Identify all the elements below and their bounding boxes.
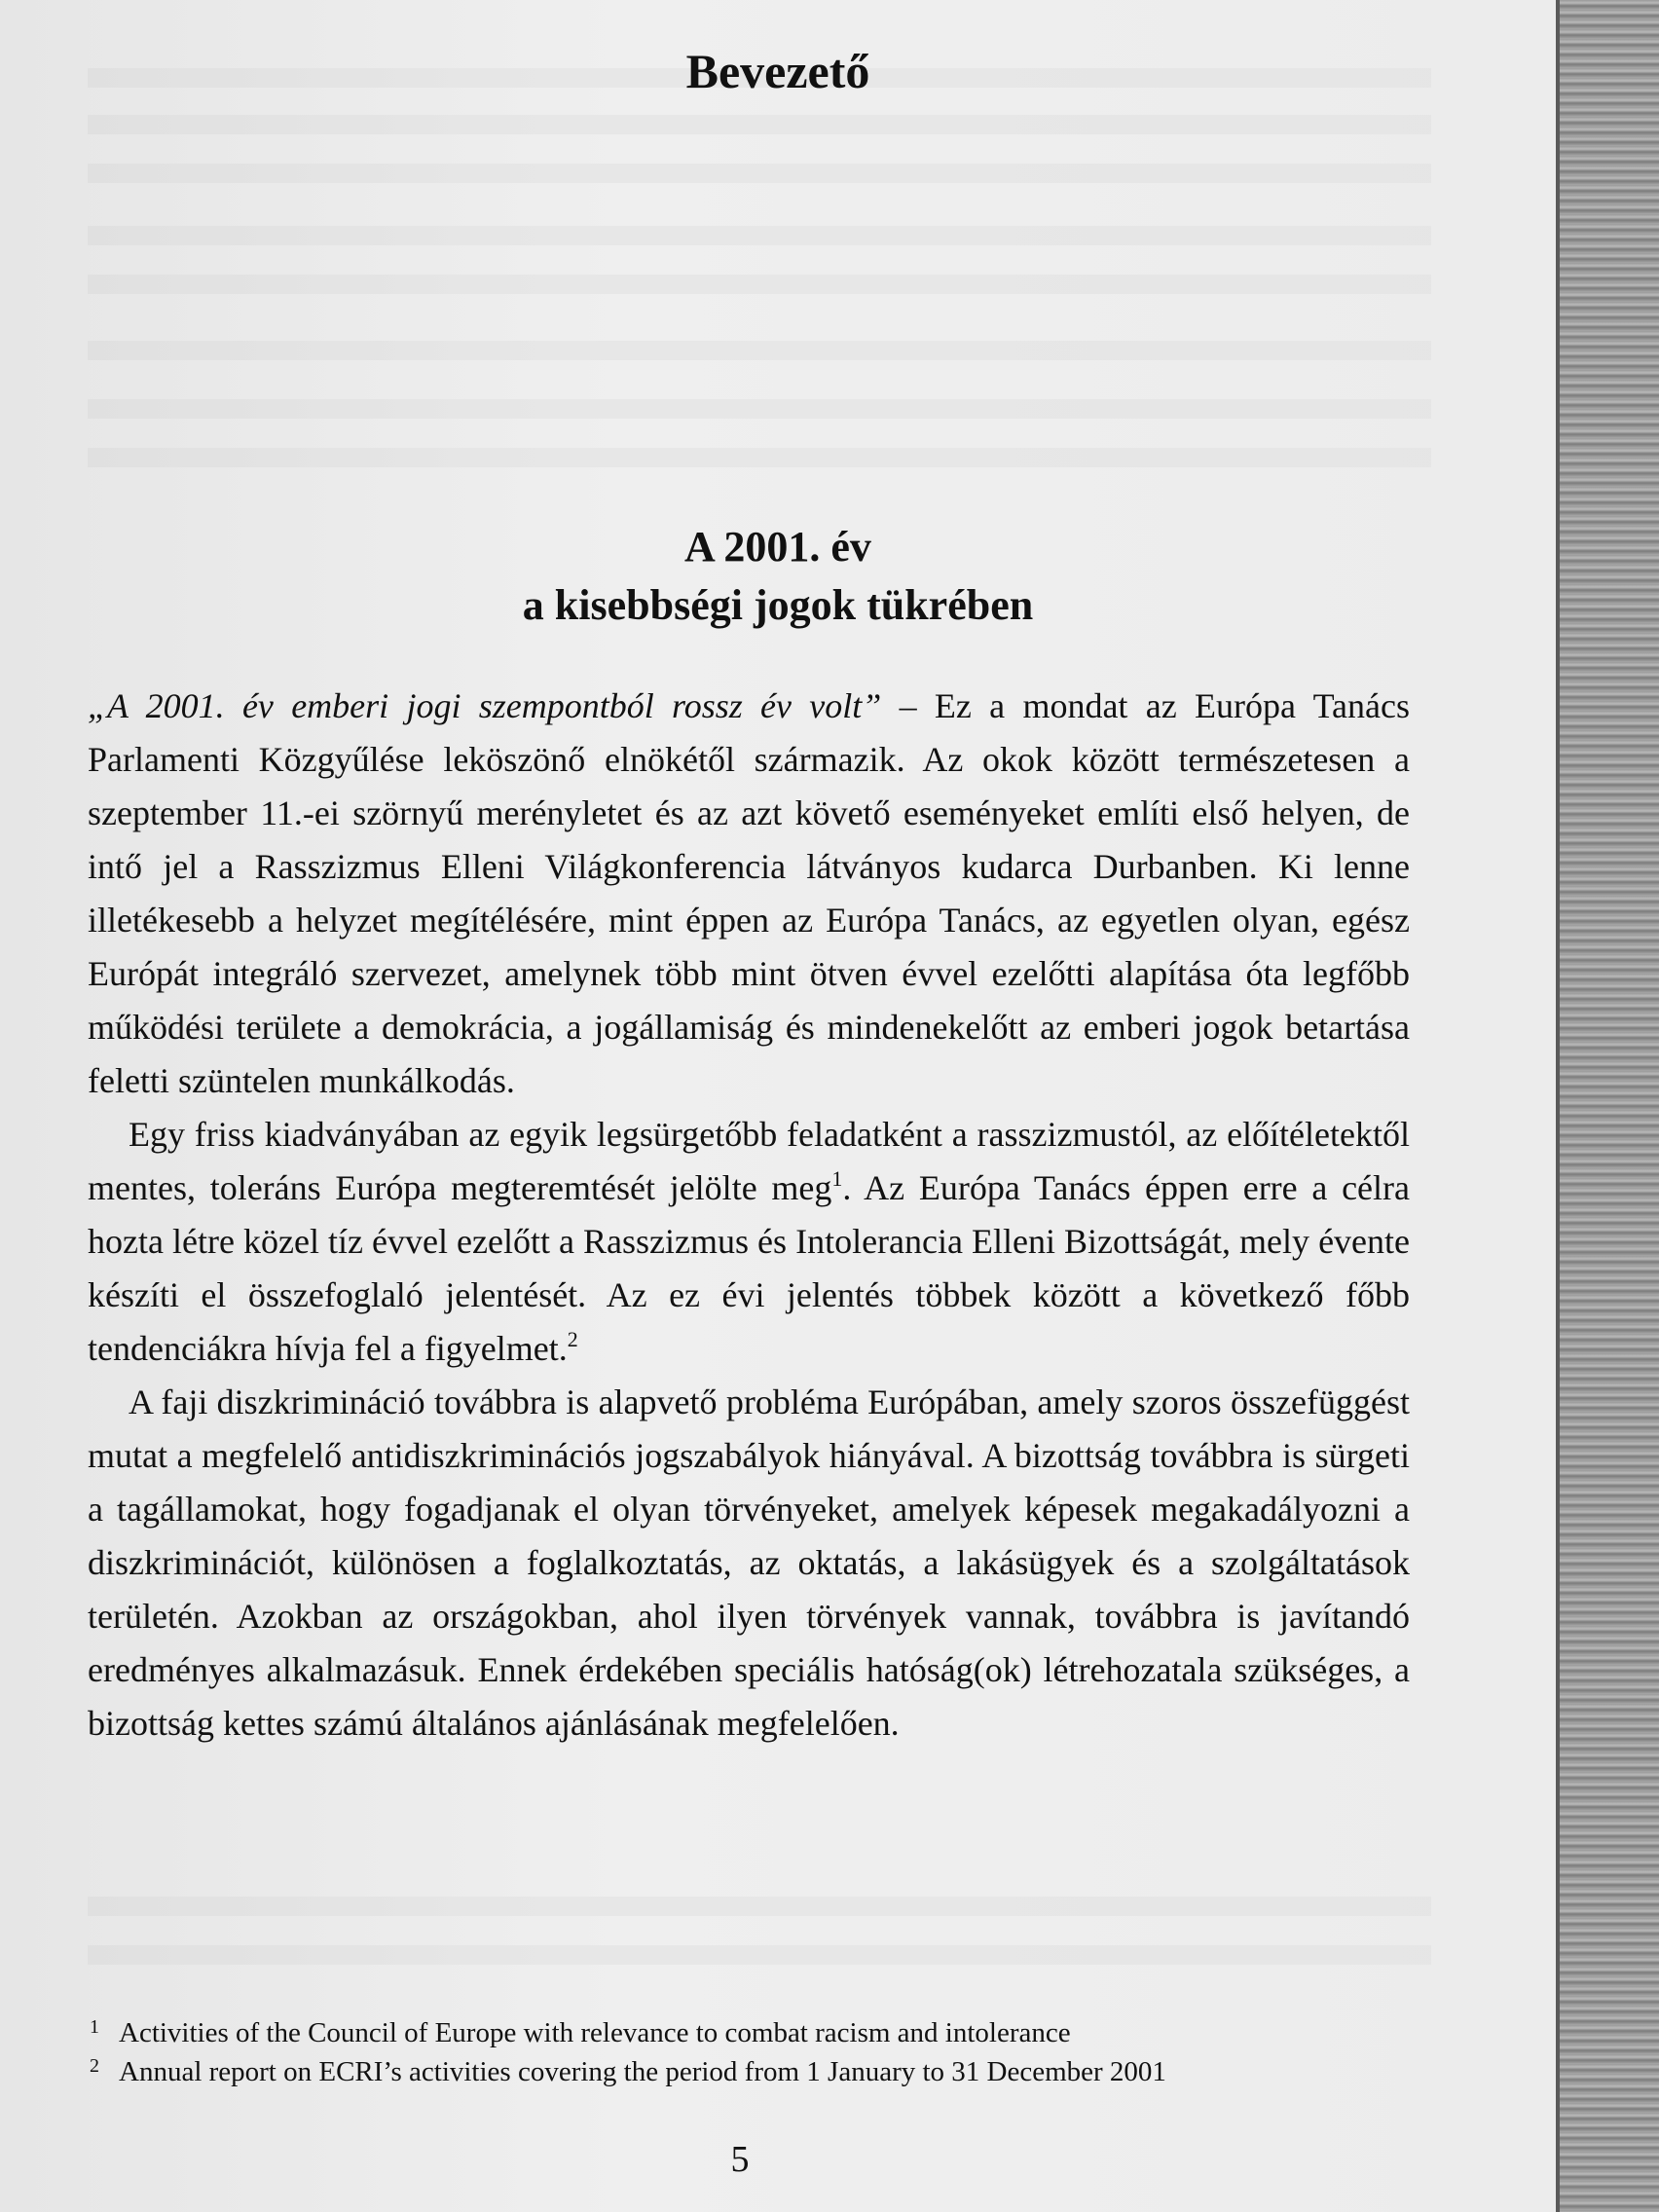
- show-through-line: [88, 226, 1431, 245]
- paragraph-2-text-a: Egy friss kiadványában az egyik legsürgetőbb feladatként a rasszizmustól, az előítéletektől mentes, toleráns Európa megteremtését jelölte meg: [88, 1115, 1410, 1207]
- paragraph-3: A faji diszkrimináció továbbra is alapvető probléma Európában, amely szoros összefüggést mutat a megfelelő antidiszkriminációs jogszabályok hiányával. A bizottság továbbra is sürgeti a tagállamokat, hogy fogadjanak el olyan törvényeket, amelyek képesek megakadályozni a diszkriminációt, különösen a foglalkoztatás, az oktatás, a lakásügyek és a szolgáltatások területén. Azokban az országokban, ahol ilyen törvények vannak, továbbra is javítandó eredményes alkalmazásuk. Ennek érdekében speciális hatóság(ok) létrehozatala szükséges, a bizottság kettes számú általános ajánlásának megfelelően.: [88, 1382, 1410, 1743]
- show-through-line: [88, 399, 1431, 419]
- show-through-line: [88, 164, 1431, 183]
- show-through-line: [88, 341, 1431, 360]
- show-through-line: [88, 1897, 1431, 1916]
- show-through-line: [88, 448, 1431, 467]
- section-title-line1: A 2001. év: [684, 523, 871, 571]
- paragraph-1-text: – Ez a mondat az Európa Tanács Parlamenti Közgyűlése leköszönő elnökétől származik. Az okok között természetesen a szeptember 11.-ei szörnyű merényletet és az azt követő eseményeket említi első helyen, de intő jel a Rasszizmus Elleni Világkonferencia látványos kudarca Durbanben. Ki lenne illetékesebb a helyzet megítélésére, mint éppen az Európa Tanács, az egyetlen olyan, egész Európát integráló szervezet, amelynek több mint ötven évvel ezelőtti alapítása óta legfőbb működési területe a demokrácia, a jogállamiság és mindenekelőtt az emberi jogok betartása feletti szüntelen munkálkodás.: [88, 686, 1410, 1100]
- footnote-mark: 2: [90, 2055, 99, 2077]
- section-title: [0, 518, 1556, 635]
- footnote-ref-2: 2: [567, 1327, 578, 1351]
- paragraph-1: [88, 680, 1410, 1108]
- footnotes: [90, 2013, 1433, 2091]
- page-number: 5: [730, 2139, 750, 2180]
- opening-quote: „A 2001. év emberi jogi szempontból rossz év volt”: [88, 686, 882, 725]
- paragraph-2-text-b: . Az Európa Tanács éppen erre a célra hozta létre közel tíz évvel ezelőtt a Rasszizmus és Intolerancia Elleni Bizottságát, mely évente készíti el összefoglaló jelentését. Az ez évi jelentés többek között a következő főbb tendenciákra hívja fel a figyelmet.: [88, 1168, 1411, 1368]
- footnote: [90, 2013, 1433, 2052]
- section-title-line2: a kisebbségi jogok tükrében: [522, 581, 1034, 629]
- footnote-text: Annual report on ECRI’s activities covering the period from 1 January to 31 December 2001: [119, 2056, 1166, 2087]
- page-edge-line: [1556, 0, 1560, 2212]
- intro-heading: Bevezető: [685, 44, 870, 98]
- paragraph-2: [88, 1108, 1410, 1376]
- footnote: [90, 2052, 1433, 2091]
- body-text: [88, 680, 1410, 1751]
- show-through-line: [88, 275, 1431, 294]
- show-through-line: [88, 1945, 1431, 1965]
- page-edges: [1556, 0, 1659, 2212]
- footnote-ref-1: 1: [831, 1166, 843, 1191]
- footnote-mark: 1: [90, 2016, 99, 2038]
- footnote-text: Activities of the Council of Europe with relevance to combat racism and intolerance: [119, 2017, 1071, 2048]
- show-through-line: [88, 115, 1431, 134]
